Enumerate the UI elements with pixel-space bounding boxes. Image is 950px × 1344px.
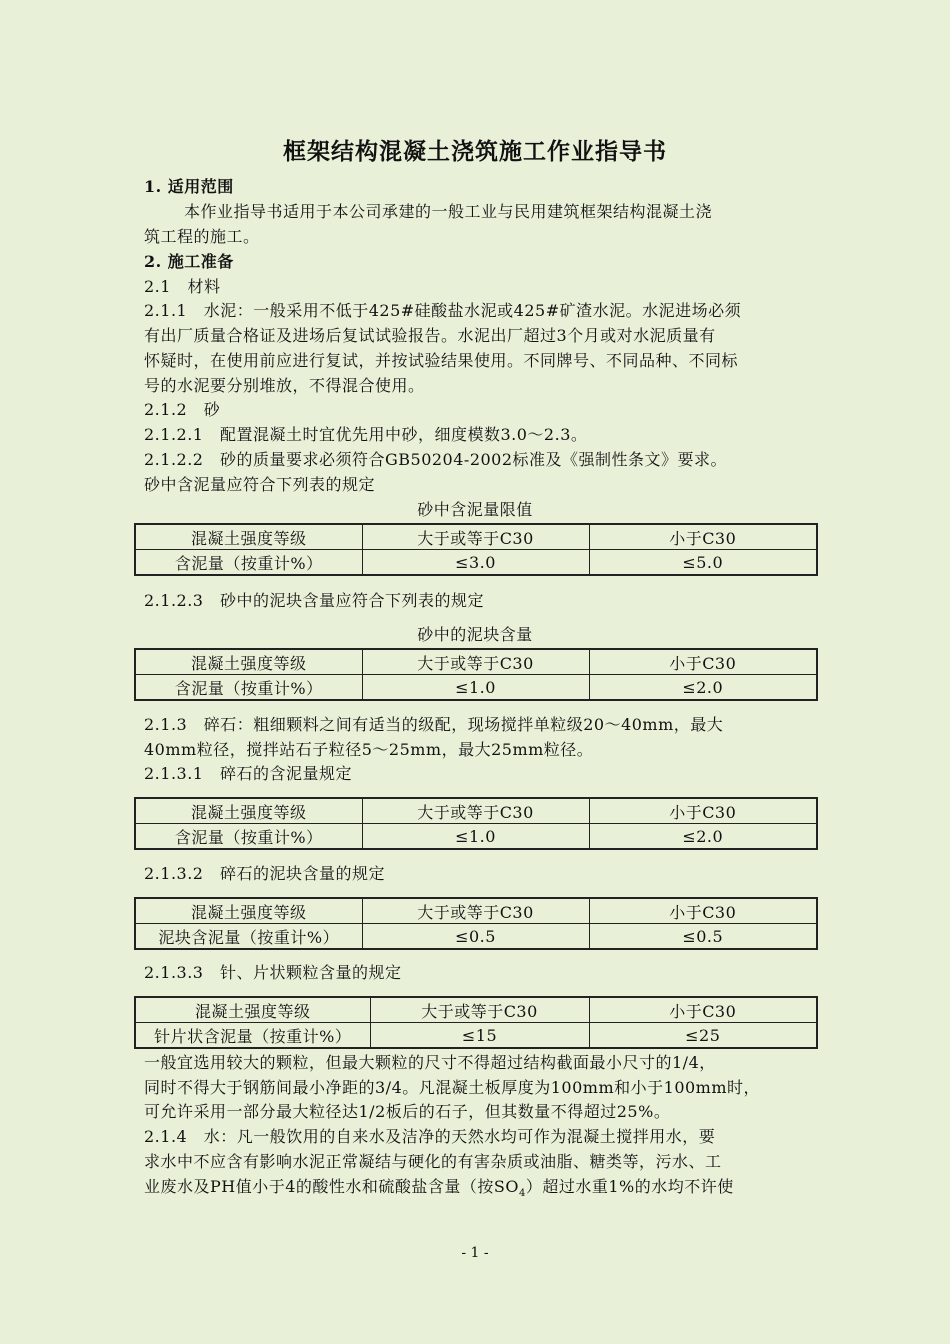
paragraph-line: 2.1.2.2 砂的质量要求必须符合GB50204-2002标准及《强制性条文》要求。	[144, 450, 728, 469]
paragraph-line: 40mm粒径，搅拌站石子粒径5～25mm，最大25mm粒径。	[144, 740, 594, 759]
table-header-row	[135, 649, 817, 675]
table-cell: ≤3.0	[362, 550, 589, 576]
table-row	[135, 924, 817, 950]
paragraph-line: 2.1.3.2 碎石的泥块含量的规定	[144, 864, 385, 883]
table-cell: 小于C30	[589, 898, 817, 924]
table-cell: 泥块含泥量（按重计%）	[135, 924, 362, 950]
paragraph-line	[144, 1177, 824, 1204]
subscript: 4	[518, 1188, 526, 1200]
page-number: - 1 -	[461, 1245, 489, 1261]
clay-content-table-gravel	[134, 797, 818, 850]
table-row	[135, 675, 817, 701]
table-cell: 大于或等于C30	[362, 524, 589, 550]
table-row	[135, 550, 817, 576]
subsection-heading: 2.1 材料	[144, 277, 221, 296]
table-cell: ≤0.5	[589, 924, 817, 950]
table-header-row	[135, 524, 817, 550]
table-cell: 含泥量（按重计%）	[135, 824, 362, 850]
table-cell: 小于C30	[589, 524, 817, 550]
paragraph-line: 求水中不应含有影响水泥正常凝结与硬化的有害杂质或油脂、糖类等，污水、工	[144, 1152, 722, 1171]
paragraph-line: 2.1.3.1 碎石的含泥量规定	[144, 764, 352, 783]
table-cell: ≤2.0	[589, 675, 817, 701]
table-row	[135, 1023, 817, 1049]
paragraph-line: 一般宜选用较大的颗粒，但最大颗粒的尺寸不得超过结构截面最小尺寸的1/4，	[144, 1053, 716, 1072]
paragraph-line: 号的水泥要分别堆放，不得混合使用。	[144, 376, 425, 395]
table-cell: 混凝土强度等级	[135, 898, 362, 924]
table-cell: ≤1.0	[362, 824, 589, 850]
paragraph-line: 2.1.2.3 砂中的泥块含量应符合下列表的规定	[144, 591, 484, 610]
table-row	[135, 824, 817, 850]
paragraph-line: 有出厂质量合格证及进场后复试试验报告。水泥出厂超过3个月或对水泥质量有	[144, 326, 716, 345]
table-header-row	[135, 997, 817, 1023]
table-cell: ≤2.0	[589, 824, 817, 850]
paragraph-line: 2.1.1 水泥：一般采用不低于425#硅酸盐水泥或425#矿渣水泥。水泥进场必须	[144, 301, 742, 320]
table-cell: 大于或等于C30	[362, 898, 589, 924]
paragraph-line: 可允许采用一部分最大粒径达1/2板后的石子，但其数量不得超过25%。	[144, 1102, 671, 1121]
table-cell: 混凝土强度等级	[135, 524, 362, 550]
subsection-heading: 2.1.2 砂	[144, 400, 221, 419]
paragraph-line: 2.1.4 水：凡一般饮用的自来水及洁净的天然水均可作为混凝土搅拌用水，要	[144, 1127, 716, 1146]
clay-content-table-sand	[134, 523, 818, 576]
table-cell: 大于或等于C30	[370, 997, 589, 1023]
table-cell: 针片状含泥量（按重计%）	[135, 1023, 370, 1049]
table-header-row	[135, 898, 817, 924]
paragraph-line: 同时不得大于钢筋间最小净距的3/4。凡混凝土板厚度为100mm和小于100mm时，	[144, 1078, 761, 1097]
paragraph-line: 2.1.3.3 针、片状颗粒含量的规定	[144, 963, 402, 982]
table-cell: 小于C30	[589, 798, 817, 824]
paragraph-line: 2.1.2.1 配置混凝土时宜优先用中砂，细度模数3.0～2.3。	[144, 425, 588, 444]
table-cell: 混凝土强度等级	[135, 798, 362, 824]
document-title: 框架结构混凝土浇筑施工作业指导书	[283, 138, 667, 165]
table-cell: 含泥量（按重计%）	[135, 675, 362, 701]
table-cell: 含泥量（按重计%）	[135, 550, 362, 576]
table-caption: 砂中的泥块含量	[417, 625, 533, 644]
table-cell: 混凝土强度等级	[135, 649, 362, 675]
table-cell: ≤0.5	[362, 924, 589, 950]
paragraph-line: 2.1.3 碎石：粗细颗料之间有适当的级配，现场搅拌单粒级20～40mm，最大	[144, 715, 724, 734]
paragraph-line: 怀疑时，在使用前应进行复试，并按试验结果使用。不同牌号、不同品种、不同标	[144, 351, 739, 370]
clod-content-table-gravel	[134, 897, 818, 950]
paragraph-line: 本作业指导书适用于本公司承建的一般工业与民用建筑框架结构混凝土浇	[184, 202, 713, 221]
table-header-row	[135, 798, 817, 824]
flaky-particle-table	[134, 996, 818, 1049]
text-segment: 业废水及PH值小于4的酸性水和硫酸盐含量（按SO	[144, 1177, 519, 1196]
text-segment: ）超过水重1%的水均不许使	[525, 1177, 734, 1196]
paragraph-line: 筑工程的施工。	[144, 227, 260, 246]
table-cell: 混凝土强度等级	[135, 997, 370, 1023]
table-cell: 大于或等于C30	[362, 649, 589, 675]
table-cell: 小于C30	[589, 997, 817, 1023]
table-caption: 砂中含泥量限值	[417, 500, 533, 519]
table-cell: ≤25	[589, 1023, 817, 1049]
table-cell: ≤1.0	[362, 675, 589, 701]
table-cell: ≤5.0	[589, 550, 817, 576]
table-cell: ≤15	[370, 1023, 589, 1049]
table-cell: 小于C30	[589, 649, 817, 675]
table-cell: 大于或等于C30	[362, 798, 589, 824]
paragraph-line: 砂中含泥量应符合下列表的规定	[144, 475, 376, 494]
section-1-heading: 1. 适用范围	[144, 177, 234, 196]
section-2-heading: 2. 施工准备	[144, 252, 234, 271]
clod-content-table-sand	[134, 648, 818, 701]
